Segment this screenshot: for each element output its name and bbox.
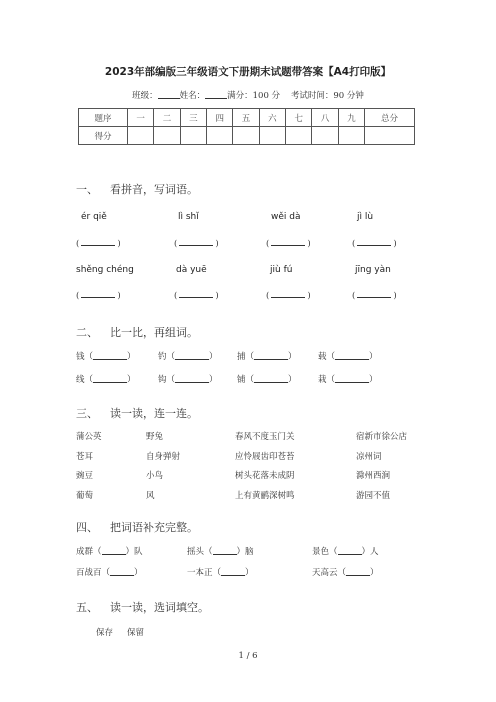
match-item[interactable]: 应怜屐齿印苍苔	[235, 452, 295, 462]
match-item[interactable]: 风	[146, 491, 155, 501]
pinyin-item: jīng yàn	[355, 265, 391, 275]
match-item[interactable]: 春风不度玉门关	[235, 432, 295, 442]
match-item[interactable]: 小鸟	[146, 471, 164, 481]
score-cell: 八	[312, 109, 338, 127]
answer-blank[interactable]: ( )	[352, 239, 397, 249]
score-input-cell[interactable]	[180, 127, 206, 145]
exam-meta	[0, 89, 496, 101]
pinyin-item: ér qiě	[81, 212, 107, 222]
score-input-cell[interactable]	[312, 127, 338, 145]
idiom-blank[interactable]: 天高云（ ）	[312, 568, 379, 578]
word-group-item[interactable]: 钱（ ）	[76, 352, 136, 362]
full-score: 满分：100 分	[227, 91, 281, 101]
section-number: 三、	[76, 407, 98, 420]
answer-blank[interactable]: ( )	[266, 239, 311, 249]
score-table-header-row	[79, 109, 415, 127]
section-number: 四、	[76, 521, 98, 534]
match-item[interactable]: 豌豆	[76, 471, 94, 481]
pinyin-item: dà yuē	[176, 265, 207, 275]
exam-time: 考试时间：90 分钟	[290, 91, 364, 101]
score-cell: 三	[180, 109, 206, 127]
answer-blank[interactable]: ( )	[76, 239, 121, 249]
idiom-blank[interactable]: 一本正（ ）	[187, 568, 254, 578]
match-item[interactable]: 苍耳	[76, 452, 94, 462]
answer-blank[interactable]: ( )	[352, 291, 397, 301]
section-4-heading	[76, 519, 198, 535]
match-item[interactable]: 树头花落未成阴	[235, 471, 295, 481]
match-item[interactable]: 宿新市徐公店	[356, 432, 408, 442]
score-input-cell[interactable]	[207, 127, 233, 145]
score-cell: 一	[128, 109, 154, 127]
score-row-label: 得分	[79, 127, 128, 145]
score-cell: 七	[286, 109, 312, 127]
idiom-blank[interactable]: 摇头（ ）脑	[187, 547, 254, 557]
pinyin-item: shěng chéng	[76, 265, 134, 275]
word-group-item[interactable]: 铺（ ）	[237, 375, 297, 385]
score-cell: 四	[207, 109, 233, 127]
pinyin-item: jiù fú	[270, 265, 293, 275]
idiom-blank[interactable]: 百战百（ ）	[76, 568, 143, 578]
section-number: 一、	[76, 183, 98, 196]
idiom-blank[interactable]: 景色（ ）人	[312, 547, 379, 557]
word-group-item[interactable]: 捕（ ）	[237, 352, 297, 362]
score-input-cell[interactable]	[286, 127, 312, 145]
score-input-cell[interactable]	[338, 127, 364, 145]
match-item[interactable]: 野兔	[146, 432, 164, 442]
pinyin-item: jì lù	[357, 212, 374, 222]
score-input-cell[interactable]	[365, 127, 415, 145]
answer-blank[interactable]: ( )	[76, 291, 121, 301]
answer-blank[interactable]: ( )	[266, 291, 311, 301]
score-table	[78, 108, 415, 145]
section-title: 比一比，再组词。	[110, 326, 198, 339]
idiom-blank[interactable]: 成群（ ）队	[76, 547, 143, 557]
score-input-cell[interactable]	[128, 127, 154, 145]
pinyin-item: lì shǐ	[178, 212, 199, 222]
match-item[interactable]: 自身弹射	[146, 452, 181, 462]
match-item[interactable]: 游园不值	[356, 491, 391, 501]
section-1-heading	[76, 181, 198, 197]
page-title: 2023年部编版三年级语文下册期末试题带答案【A4打印版】	[104, 66, 392, 78]
section-title: 看拼音，写词语。	[110, 183, 198, 196]
answer-blank[interactable]: ( )	[174, 291, 219, 301]
word-group-item[interactable]: 栽（ ）	[318, 375, 378, 385]
score-table-score-row	[79, 127, 415, 145]
section-title: 读一读，选词填空。	[110, 601, 209, 614]
section-number: 五、	[76, 601, 98, 614]
match-item[interactable]: 蒲公英	[76, 432, 102, 442]
score-cell: 题序	[79, 109, 128, 127]
word-group-item[interactable]: 线（ ）	[76, 375, 136, 385]
score-cell: 二	[154, 109, 180, 127]
page-number: 1 / 6	[238, 651, 258, 661]
answer-blank[interactable]: ( )	[174, 239, 219, 249]
class-label: 班级：	[132, 91, 158, 101]
section-5-heading	[76, 599, 209, 615]
score-input-cell[interactable]	[154, 127, 180, 145]
section-number: 二、	[76, 326, 98, 339]
word-group-item[interactable]: 钩（ ）	[158, 375, 218, 385]
score-cell: 六	[259, 109, 285, 127]
score-cell: 总分	[365, 109, 415, 127]
choice-word: 保存	[96, 628, 114, 638]
section-title: 读一读，连一连。	[110, 407, 198, 420]
name-label: 姓名：	[179, 91, 206, 101]
match-item[interactable]: 上有黄鹂深树鸣	[235, 491, 295, 501]
word-group-item[interactable]: 载（ ）	[318, 352, 378, 362]
pinyin-item: wěi dà	[271, 212, 301, 222]
name-blank[interactable]	[205, 89, 227, 99]
choice-word: 保留	[127, 628, 145, 638]
section-2-heading	[76, 324, 198, 340]
match-item[interactable]: 葡萄	[76, 491, 94, 501]
section-3-heading	[76, 405, 198, 421]
score-input-cell[interactable]	[259, 127, 285, 145]
match-item[interactable]: 凉州词	[356, 452, 382, 462]
score-cell: 九	[338, 109, 364, 127]
score-cell: 五	[233, 109, 259, 127]
score-input-cell[interactable]	[233, 127, 259, 145]
section-title: 把词语补充完整。	[110, 521, 198, 534]
word-group-item[interactable]: 钓（ ）	[158, 352, 218, 362]
match-item[interactable]: 滁州西涧	[356, 471, 391, 481]
class-blank[interactable]	[158, 89, 180, 99]
